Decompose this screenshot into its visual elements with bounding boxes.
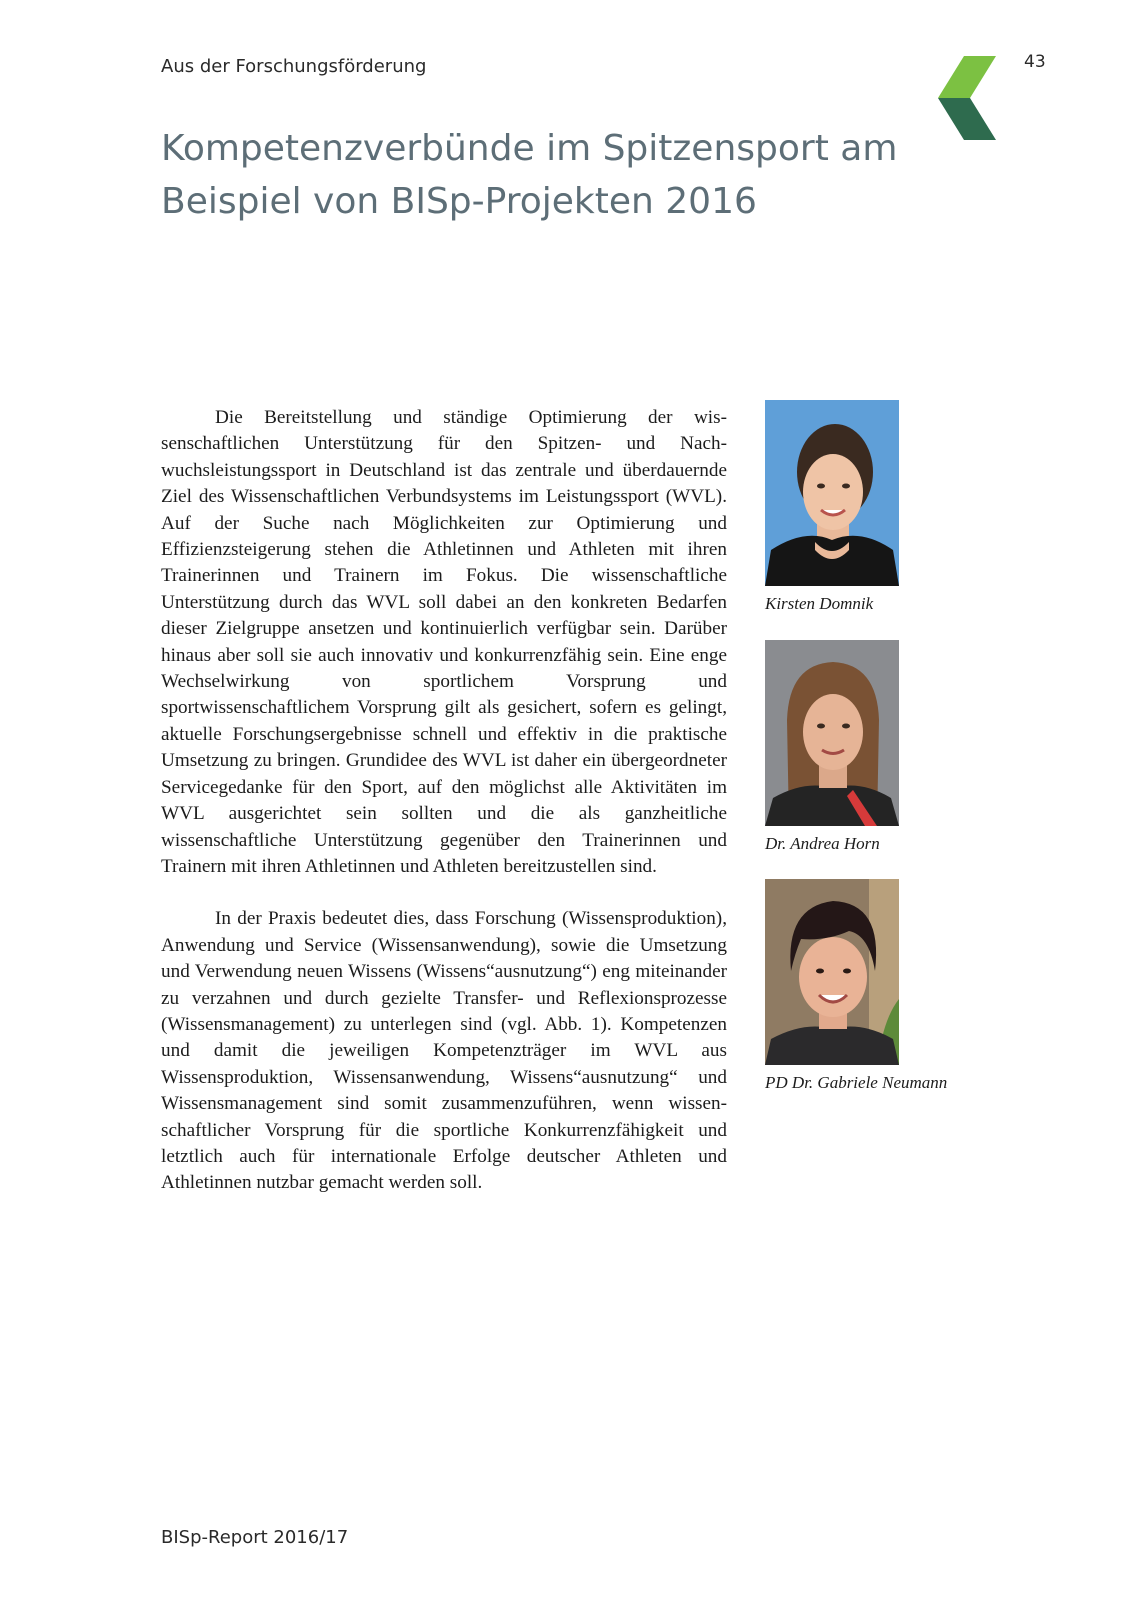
paragraph-2: In der Praxis bedeutet dies, dass Forschung (Wissensproduktion), Anwendung und Service (Wissensanwendung), sowie die Umsetzung und Verwendung neuen Wissens (Wissens“ausnutzung“) eng miteinander zu verzahnen und durch gezielte Transfer- und Reflexionsprozesse (Wissensmanagement) zu unterlegen sind (vgl. Abb. 1). Kompetenzen und damit die jeweiligen Kompetenzträger im WVL aus Wissensproduktion, Wissensanwendung, Wissens“ausnutzung“ und Wissensmanagement sind somit zusammenzuführen, wenn wissenschaftlicher Vorsprung für die sportliche Konkurrenzfähigkeit und letztlich auch für internationale Erfolge deutscher Athleten und Athletinnen nutzbar gemacht werden soll. bbox=[161, 908, 727, 1194]
portrait-andrea-horn bbox=[765, 640, 899, 826]
page-number: 43 bbox=[1024, 52, 1046, 72]
green-chevron-logo-icon bbox=[938, 56, 996, 140]
portrait-caption-1: Kirsten Domnik bbox=[765, 594, 874, 613]
article-body bbox=[161, 405, 727, 1223]
portrait-kirsten-domnik bbox=[765, 400, 899, 586]
section-label: Aus der Forschungsförderung bbox=[161, 56, 427, 77]
portrait-caption-2: Dr. Andrea Horn bbox=[765, 834, 880, 853]
paragraph-1: Die Bereitstellung und ständige Optimierung der wissenschaftlichen Unterstützung für den Spitzen- und Nachwuchsleistungssport in Deutschland ist das zentrale und überdauernde Ziel des Wissenschaftlichen Verbundsystems im Leistungssport (WVL). Auf der Suche nach Möglichkeiten zur Optimierung und Effizienzsteigerung stehen die Athletinnen und Athleten mit ihren Trainerinnen und Trainern im Fokus. Die wissenschaftliche Unterstützung durch das WVL soll dabei an den konkreten Bedarfen dieser Zielgruppe ansetzen und kontinuierlich verfügbar sein. Darüber hinaus aber soll sie auch innovativ und konkurrenzfähig sein. Eine enge Wechselwirkung von sportlichem Vorsprung und sportwissenschaftlichem Vorsprung gilt als gesichert, sofern es gelingt, aktuelle Forschungsergebnisse schnell und effektiv in die praktische Umsetzung zu bringen. Grundidee des WVL ist daher ein übergeordneter Servicegedanke für den Sport, auf den möglichst alle Aktivitäten im WVL ausgerichtet sein sollten und die als ganzheitliche wissenschaftliche Unterstützung gegenüber den Trainerinnen und Trainern mit ihren Athletinnen und Athleten bereitzustellen sind. bbox=[161, 407, 727, 877]
portrait-caption-3: PD Dr. Gabriele Neumann bbox=[765, 1073, 948, 1092]
footer-report-label: BISp-Report 2016/17 bbox=[161, 1527, 349, 1548]
page-title: Kompetenzverbünde im Spitzensport am Beispiel von BISp-Projekten 2016 bbox=[161, 128, 898, 222]
portrait-gabriele-neumann bbox=[765, 879, 899, 1065]
